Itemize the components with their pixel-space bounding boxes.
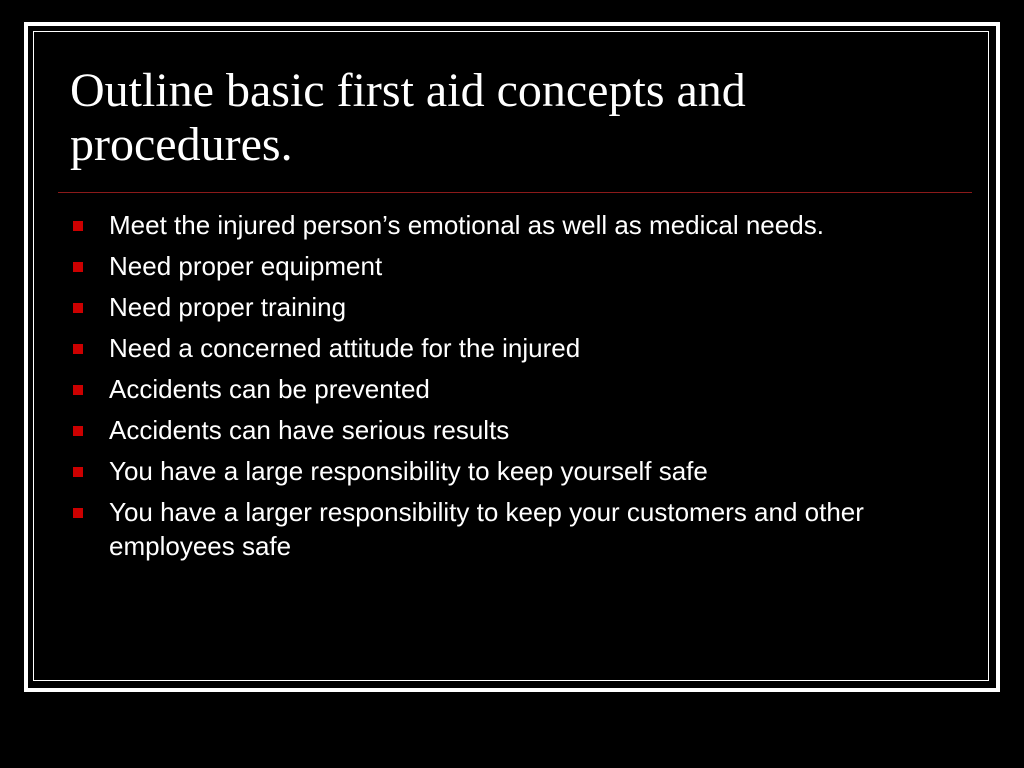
bullet-text: You have a large responsibility to keep yourself safe (109, 456, 708, 486)
bullet-text: Meet the injured person’s emotional as well as medical needs. (109, 210, 824, 240)
bullet-text: Need a concerned attitude for the injured (109, 333, 581, 363)
bullet-text: Need proper equipment (109, 251, 383, 281)
square-bullet-icon (73, 344, 83, 354)
bullet-list (70, 208, 960, 570)
bullet-item (70, 454, 960, 488)
bullet-item (70, 208, 960, 242)
slide-title: Outline basic first aid concepts and procedures. (70, 64, 746, 171)
bullet-item (70, 413, 960, 447)
bullet-item (70, 495, 960, 563)
bullet-item (70, 331, 960, 365)
bullet-item (70, 249, 960, 283)
square-bullet-icon (73, 303, 83, 313)
title-divider (58, 192, 972, 193)
bullet-text: Accidents can have serious results (109, 415, 510, 445)
square-bullet-icon (73, 426, 83, 436)
square-bullet-icon (73, 385, 83, 395)
bullet-text: Accidents can be prevented (109, 374, 430, 404)
square-bullet-icon (73, 508, 83, 518)
bullet-text: Need proper training (109, 292, 347, 322)
square-bullet-icon (73, 221, 83, 231)
square-bullet-icon (73, 262, 83, 272)
bullet-text: You have a larger responsibility to keep your customers and other employees safe (109, 497, 864, 561)
bullet-item (70, 372, 960, 406)
bullet-item (70, 290, 960, 324)
square-bullet-icon (73, 467, 83, 477)
